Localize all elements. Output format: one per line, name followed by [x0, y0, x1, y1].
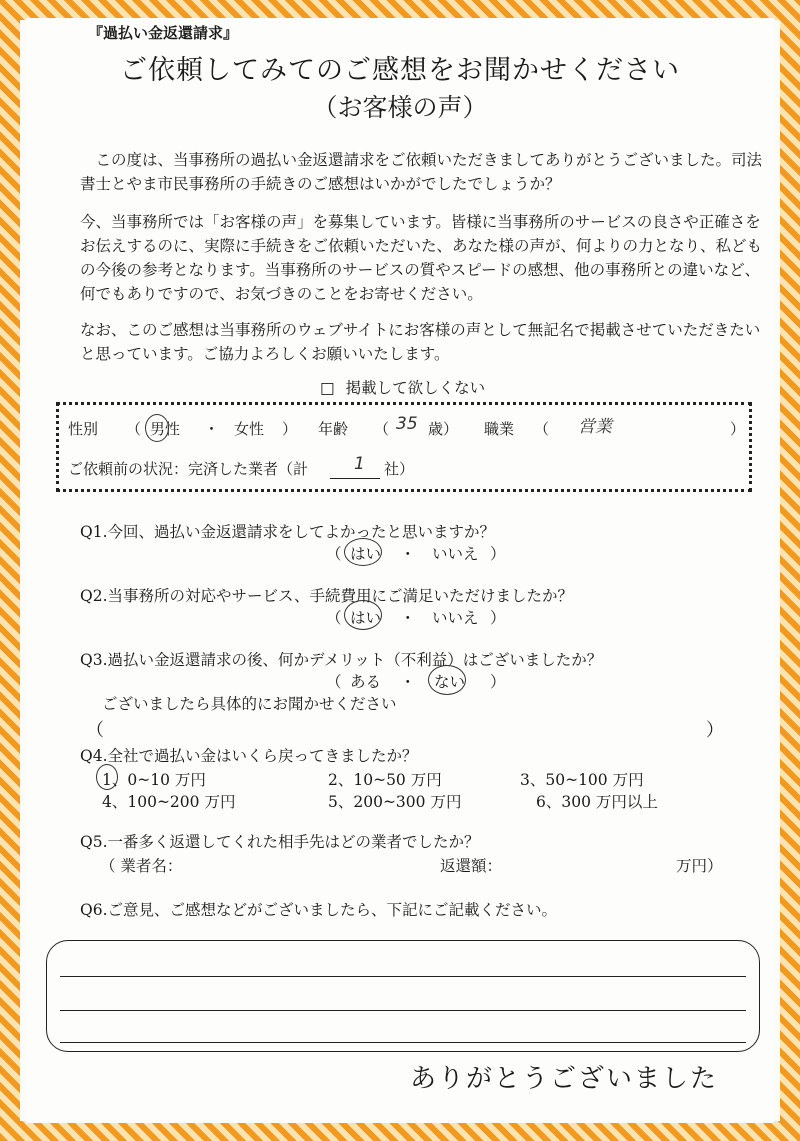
comment-line-3 — [60, 1042, 746, 1043]
gender-separator: ・ — [204, 420, 220, 438]
q5-company-label: （ 業者名： — [100, 857, 183, 875]
q2-separator: ・ — [400, 609, 416, 627]
question-5: Q5.一番多く返還してくれた相手先はどの業者でしたか？ — [80, 833, 480, 851]
q3-yes[interactable]: ある — [350, 673, 382, 691]
age-value[interactable]: 35 — [396, 414, 418, 434]
prior-status-value[interactable]: 1 — [354, 454, 365, 474]
prior-status-unit: 社） — [384, 460, 415, 478]
intro-paragraph-1: この度は、当事務所の過払い金返還請求をご依頼いただきましてありがとうございました。司法書士とやま市民事務所の手続きのご感想はいかがでしたでしょうか？ — [80, 151, 763, 193]
gender-male[interactable]: 男性 — [150, 420, 181, 438]
no-publish-checkbox[interactable]: □ — [320, 379, 335, 397]
job-label: 職業 — [484, 420, 515, 438]
age-unit: 歳） — [428, 420, 459, 438]
q4-option-5[interactable]: 5、200~300 万円 — [328, 793, 462, 811]
intro-paragraph-3: なお、このご感想は当事務所のウェブサイトにお客様の声として無記名で掲載させていただきたいと思っています。ご協力よろしくお願いいたします。 — [80, 321, 761, 363]
q1-yes[interactable]: はい — [350, 545, 382, 563]
q1-no[interactable]: いいえ — [432, 545, 479, 563]
job-close-paren: ） — [730, 420, 746, 438]
page-title: ご依頼してみてのご感想をお聞かせください — [120, 55, 680, 86]
question-6: Q6.ご意見、ご感想などがございましたら、下記にご記載ください。 — [80, 901, 557, 919]
service-tag: 『過払い金返還請求』 — [88, 24, 239, 42]
prior-status-label: ご依頼前の状況：完済した業者（計 — [68, 460, 309, 478]
comment-line-1 — [60, 976, 746, 977]
q4-option-2[interactable]: 2、10~50 万円 — [328, 771, 442, 789]
comment-line-2 — [60, 1010, 746, 1011]
gender-close-paren: ） — [282, 420, 298, 438]
q3-separator: ・ — [400, 673, 416, 691]
q1-open-paren: （ — [326, 545, 342, 563]
male-circle-mark — [145, 414, 169, 442]
q1-close-paren: ） — [490, 545, 506, 563]
q5-company-field[interactable] — [190, 852, 430, 876]
q3-detail-open-paren: （ — [86, 720, 104, 741]
q2-close-paren: ） — [490, 609, 506, 627]
q1-yes-circle-mark — [344, 538, 382, 566]
q3-no[interactable]: ない — [434, 673, 466, 691]
page-subtitle: （お客様の声） — [312, 93, 488, 122]
gender-label: 性別 — [68, 420, 99, 438]
gender-open-paren: （ — [126, 420, 142, 438]
q5-amount-field[interactable] — [512, 852, 672, 876]
no-publish-label: 掲載して欲しくない — [345, 379, 486, 397]
intro-paragraph-2: 今、当事務所では「お客様の声」を募集しています。皆様に当事務所のサービスの良さや正確さをお伝えするのに、実際に手続きをご依頼いただいた、あなた様の声が、何よりの力となり、私どもの今後の参考となります。当事務所のサービスの質やスピードの感想、他の事務所との違いなど、何でもありですので、お気づきのことをお寄せください。 — [80, 213, 763, 303]
prior-status-underline — [330, 478, 380, 479]
q4-option-4[interactable]: 4、100~200 万円 — [102, 793, 236, 811]
q2-yes-circle-mark — [344, 600, 382, 630]
age-label: 年齢 — [318, 420, 349, 438]
gender-female[interactable]: 女性 — [234, 420, 265, 438]
q3-detail-field[interactable] — [90, 714, 720, 740]
question-3: Q3.過払い金返還請求の後、何かデメリット（不利益）はございましたか？ — [80, 651, 603, 669]
q4-option-1-circle-mark — [96, 764, 118, 790]
q5-amount-unit: 万円） — [676, 857, 723, 875]
q3-detail-prompt: ございましたら具体的にお聞かせください — [102, 695, 397, 713]
q2-open-paren: （ — [326, 609, 342, 627]
thank-you-message: ありがとうございました — [410, 1064, 719, 1094]
no-publish-option[interactable] — [320, 376, 485, 398]
q2-no[interactable]: いいえ — [432, 609, 479, 627]
q4-option-1[interactable]: 1、0~10 万円 — [102, 771, 206, 789]
q5-amount-label: 返還額： — [440, 857, 503, 875]
question-2: Q2.当事務所の対応やサービス、手続費用にご満足いただけましたか？ — [80, 587, 573, 605]
q3-detail-close-paren: ） — [706, 720, 724, 741]
q3-close-paren: ） — [490, 673, 506, 691]
job-open-paren: （ — [534, 420, 550, 438]
comment-box[interactable] — [46, 940, 760, 1052]
q1-separator: ・ — [400, 545, 416, 563]
q4-option-6[interactable]: 6、300 万円以上 — [536, 793, 658, 811]
job-value[interactable]: 営業 — [578, 417, 612, 437]
question-1: Q1.今回、過払い金返還請求をしてよかったと思いますか？ — [80, 523, 495, 541]
age-open-paren: （ — [374, 420, 390, 438]
q4-option-3[interactable]: 3、50~100 万円 — [520, 771, 644, 789]
question-4: Q4.全社で過払い金はいくら戻ってきましたか？ — [80, 747, 418, 765]
q3-no-circle-mark — [428, 665, 466, 695]
q3-open-paren: （ — [326, 673, 342, 691]
q2-yes[interactable]: はい — [350, 609, 382, 627]
